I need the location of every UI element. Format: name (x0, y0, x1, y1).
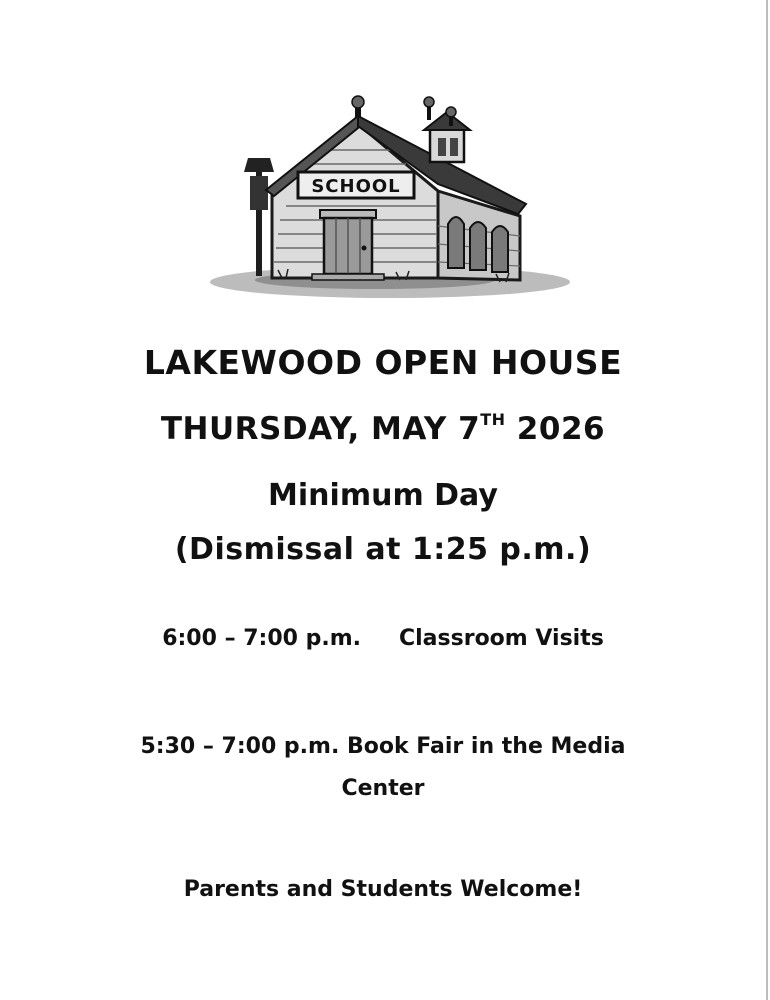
schedule-time: 6:00 – 7:00 p.m. (162, 626, 361, 651)
schedule-event: Classroom Visits (399, 626, 604, 651)
schedule-time: 5:30 – 7:00 p.m. (140, 734, 340, 759)
school-sign-text: SCHOOL (311, 176, 401, 197)
event-date (0, 411, 766, 447)
schedule-event-continued: Center (341, 776, 425, 801)
date-ordinal-suffix: TH (480, 410, 506, 429)
date-main: THURSDAY, MAY 7 (160, 411, 481, 447)
event-title: LAKEWOOD OPEN HOUSE (143, 343, 623, 382)
schedule-item (0, 626, 766, 651)
schedule-event: Book Fair in the Media (346, 734, 626, 759)
schedule-item (0, 734, 766, 759)
dismissal-time: (Dismissal at 1:25 p.m.) (174, 532, 592, 567)
minimum-day-note: Minimum Day (268, 478, 498, 513)
welcome-message: Parents and Students Welcome! (183, 877, 583, 902)
schoolhouse-illustration (200, 86, 580, 306)
date-year: 2026 (505, 411, 606, 447)
